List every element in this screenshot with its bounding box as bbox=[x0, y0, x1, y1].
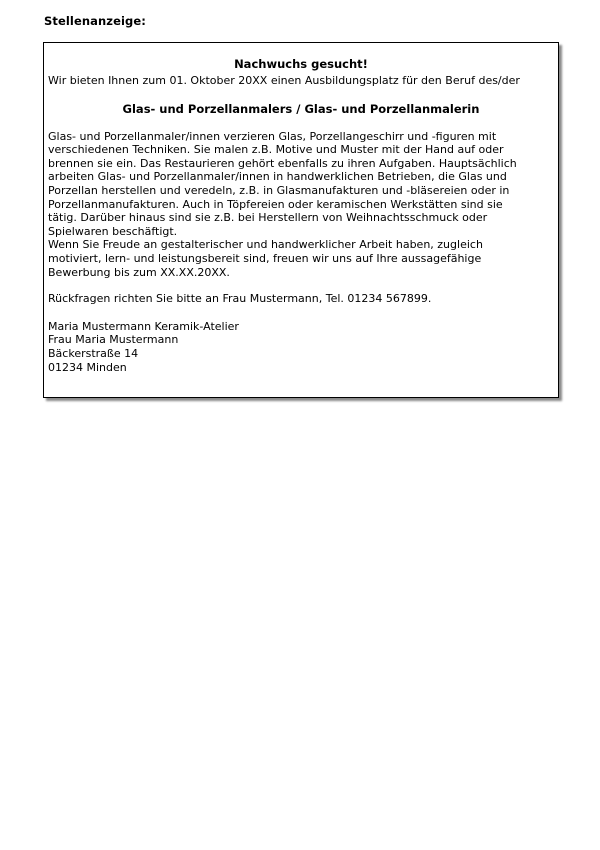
page-heading: Stellenanzeige: bbox=[44, 14, 146, 28]
ad-description bbox=[48, 130, 554, 280]
ad-title: Nachwuchs gesucht! bbox=[234, 57, 368, 71]
description-line: Spielwaren beschäftigt. bbox=[48, 224, 178, 238]
address-street: Bäckerstraße 14 bbox=[48, 346, 139, 360]
ad-contact-line: Rückfragen richten Sie bitte an Frau Mustermann, Tel. 01234 567899. bbox=[48, 292, 432, 306]
description-line: arbeiten Glas- und Porzellanmaler/innen in handwerklichen Betrieben, die Glas und bbox=[48, 170, 507, 184]
description-line: Wenn Sie Freude an gestalterischer und handwerklicher Arbeit haben, zugleich bbox=[48, 238, 483, 252]
description-line: verschiedenen Techniken. Sie malen z.B. Motive und Muster mit der Hand auf oder bbox=[48, 143, 504, 157]
description-line: Porzellan herstellen und veredeln, z.B. in Glasmanufakturen und -bläsereien oder in bbox=[48, 183, 510, 197]
ad-intro-text: Wir bieten Ihnen zum 01. Oktober 20XX einen Ausbildungsplatz für den Beruf des/der bbox=[48, 74, 520, 87]
job-advertisement-box bbox=[43, 42, 559, 398]
description-line: brennen sie ein. Das Restaurieren gehört ebenfalls zu ihren Aufgaben. Hauptsächlich bbox=[48, 156, 517, 170]
address-city: 01234 Minden bbox=[48, 360, 127, 374]
description-line: tätig. Darüber hinaus sind sie z.B. bei Herstellern von Weihnachtsschmuck oder bbox=[48, 211, 488, 225]
address-person: Frau Maria Mustermann bbox=[48, 333, 179, 347]
description-line: Glas- und Porzellanmaler/innen verzieren Glas, Porzellangeschirr und -figuren mit bbox=[48, 129, 497, 143]
description-line: motiviert, lern- und leistungsbereit sind, freuen wir uns auf Ihre aussagefähige bbox=[48, 251, 482, 265]
description-line: Bewerbung bis zum XX.XX.20XX. bbox=[48, 265, 230, 279]
ad-address-block bbox=[48, 320, 554, 374]
address-company: Maria Mustermann Keramik-Atelier bbox=[48, 319, 239, 333]
description-line: Porzellanmanufakturen. Auch in Töpfereien oder keramischen Werkstätten sind sie bbox=[48, 197, 503, 211]
ad-job-title: Glas- und Porzellanmalers / Glas- und Porzellanmalerin bbox=[122, 101, 480, 116]
